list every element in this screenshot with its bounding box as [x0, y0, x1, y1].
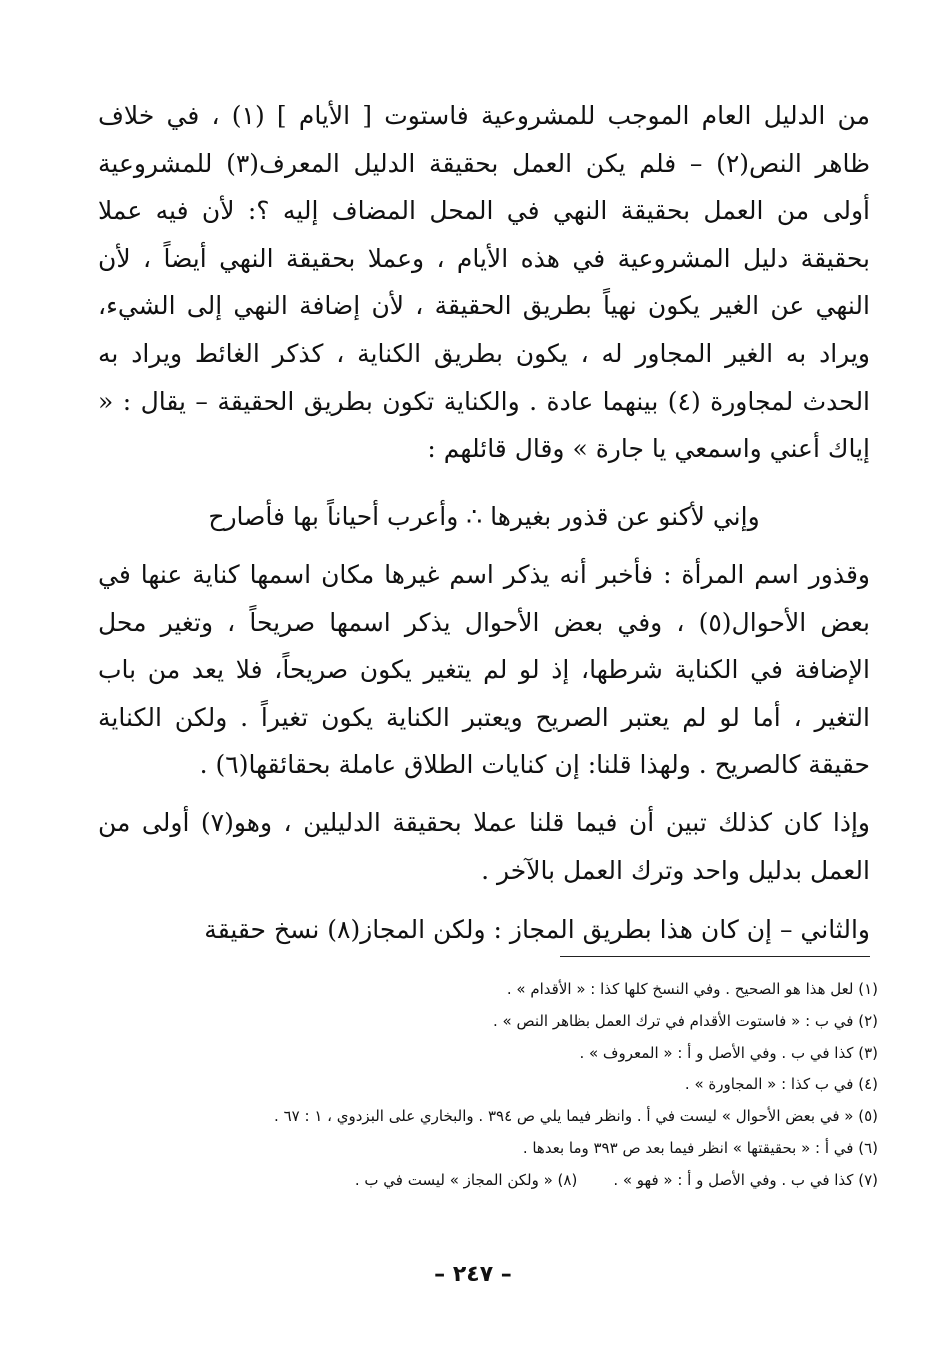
- footnote-5: (٥) « في بعض الأحوال » ليست في أ . وانظر فيما يلي ص ٣٩٤ . والبخاري على البزدوي ، ١ : ٦٧ .: [274, 1107, 878, 1126]
- footnotes: [150, 974, 878, 1197]
- footnote-row-7-8: [150, 1165, 878, 1197]
- footnote-6: (٦) في أ : « بحقيقتها » انظر فيما بعد ص ٣٩٣ وما بعدها .: [522, 1138, 878, 1157]
- footnote-3: (٣) كذا في ب . وفي الأصل و أ : « المعروف » .: [579, 1043, 878, 1062]
- paragraph-3: وإذا كان كذلك تبين أن فيما قلنا عملا بحقيقة الدليلين ، وهو(٧) أولى من العمل بدليل واحد وترك العمل بالآخر .: [98, 808, 870, 885]
- paragraph-2-block: [98, 551, 870, 789]
- paragraph-1: من الدليل العام الموجب للمشروعية فاستوت [ الأيام ] (١) ، في خلاف ظاهر النص(٢) – فلم يكن العمل بحقيقة الدليل المعرف(٣) للمشروعية أولى من العمل بحقيقة النهي في المحل المضاف إليه ؟: لأن فيه عملا بحقيقة دليل المشروعية في هذه الأيام ، وعملا بحقيقة النهي أيضاً ، لأن النهي عن الغير يكون نهياً بطريق الحقيقة ، لأن إضافة النهي إلى الشيء، ويراد به الغير المجاور له ، يكون بطريق الكناية ، كذكر الغائط ويراد به الحدث لمجاورة (٤) بينهما عادة . والكناية تكون بطريق الحقيقة – يقال : « إياك أعني واسمعي يا جارة » وقال قائلهم :: [98, 101, 871, 464]
- footnote-8: (٨) « ولكن المجاز » ليست في ب .: [354, 1170, 578, 1189]
- paragraph-4: والثاني – إن كان هذا بطريق المجاز : ولكن المجاز(٨) نسخ حقيقة: [204, 915, 870, 944]
- paragraph-3-block: [98, 799, 870, 894]
- paragraph-4-block: [98, 906, 870, 954]
- footnote-4: (٤) في ب كذا : « المجاورة » .: [684, 1075, 878, 1094]
- verse-block: [98, 493, 870, 541]
- footnote-separator: [560, 956, 870, 957]
- footnote-1: (١) لعل هذا هو الصحيح . وفي النسخ كلها كذا : « الأقدام » .: [506, 980, 878, 998]
- poetry-verse: وإني لأكنو عن قذور بغيرها ∴ وأعرب أحياناً بها فأصارح: [208, 502, 760, 531]
- page-number: – ٢٤٧ –: [434, 1262, 512, 1287]
- footnote-7: (٧) كذا في ب . وفي الأصل و أ : « فهو » .: [613, 1170, 878, 1189]
- paragraph-2: وقذور اسم المرأة : فأخبر أنه يذكر اسم غيرها مكان اسمها كناية عنها في بعض الأحوال(٥) ، وفي بعض الأحوال يذكر اسمها صريحاً ، وتغير محل الإضافة في الكناية شرطها، إذ لو لم يتغير يكون صريحاً، فلا يعد من باب التغير ، أما لو لم يعتبر الصريح ويعتبر الكناية يكون تغيراً . ولكن الكناية حقيقة كالصريح . ولهذا قلنا: إن كنايات الطلاق عاملة بحقائقها(٦) .: [98, 560, 871, 780]
- paragraph-1-block: [98, 92, 870, 473]
- footnote-2: (٢) في ب : « فاستوت الأقدام في ترك العمل بظاهر النص » .: [492, 1011, 878, 1030]
